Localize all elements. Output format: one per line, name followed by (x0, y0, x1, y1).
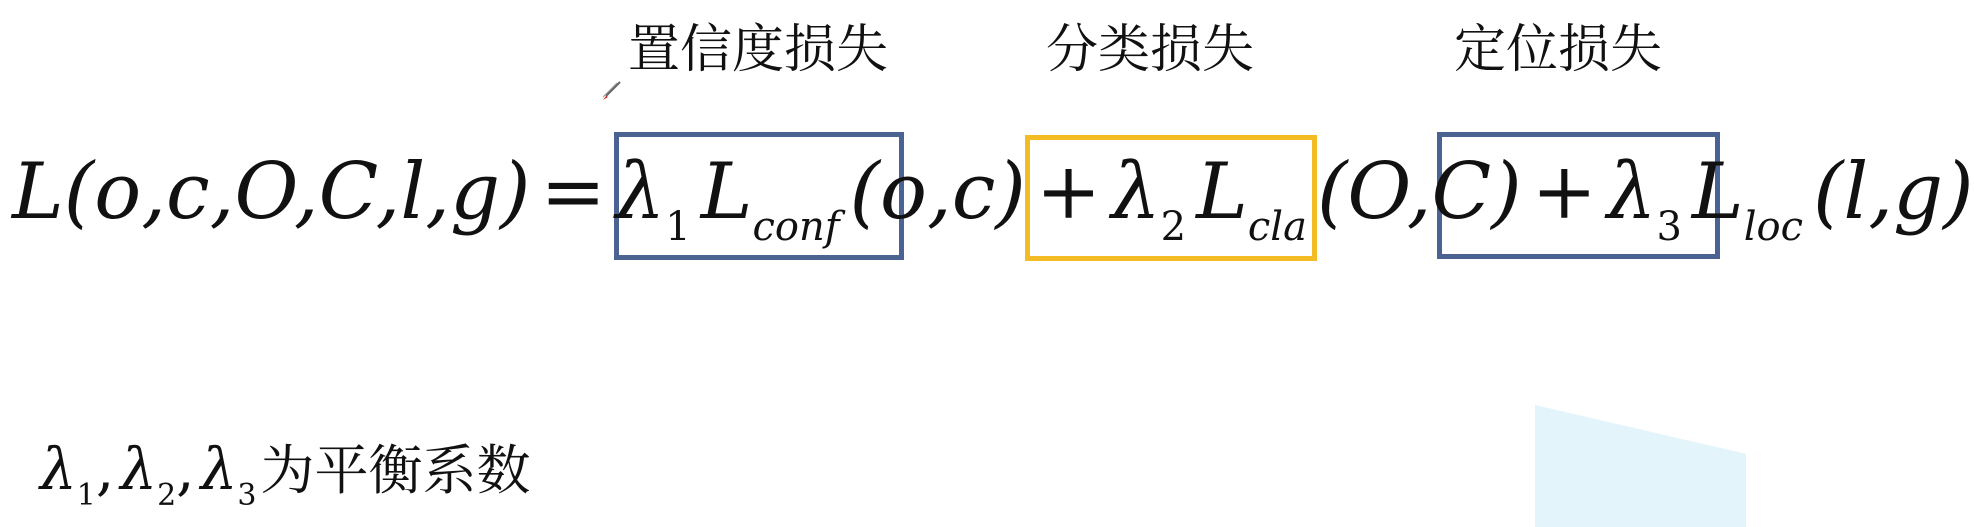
lambda-2-subscript: 2 (1160, 204, 1187, 250)
coef-lambda-1: λ (40, 435, 77, 503)
coef-separator-2: , (176, 435, 195, 503)
cla-loss-symbol: L (1196, 147, 1248, 237)
classification-loss-label: 分类损失 (1046, 20, 1255, 80)
confidence-loss-label: 置信度损失 (628, 20, 889, 80)
loc-loss-args: (l,g) (1813, 147, 1974, 237)
formula-lhs: L(o,c,O,C,l,g) (12, 147, 531, 237)
lambda-1-symbol: λ (615, 147, 666, 237)
formula-plus-2: + (1531, 147, 1598, 237)
coefficients-description (40, 428, 531, 513)
loss-formula (12, 132, 1974, 252)
lambda-2-symbol: λ (1111, 147, 1161, 237)
coef-lambda-3: λ (200, 435, 238, 503)
conf-loss-symbol: L (700, 147, 753, 237)
cla-loss-args: (O,C) (1316, 147, 1522, 237)
coef-lambda-2-subscript: 2 (157, 478, 177, 513)
formula-plus-1: + (1035, 147, 1102, 237)
coef-separator-1: , (95, 435, 115, 503)
conf-loss-subscript: conf (752, 204, 840, 250)
cla-loss-subscript: cla (1247, 204, 1307, 250)
lambda-3-subscript: 3 (1656, 204, 1682, 250)
lambda-3-symbol: λ (1607, 147, 1657, 237)
lambda-1-subscript: 1 (665, 204, 691, 250)
coef-lambda-3-subscript: 3 (237, 478, 257, 513)
localization-loss-label: 定位损失 (1454, 20, 1663, 80)
coef-lambda-1-subscript: 1 (76, 478, 96, 513)
pen-cursor-icon (600, 80, 622, 102)
coef-description-text: 为平衡系数 (260, 439, 531, 502)
coef-lambda-2: λ (120, 435, 158, 503)
conf-loss-args: (o,c) (849, 147, 1026, 237)
formula-equals: = (540, 147, 606, 237)
decorative-corner-shape (1535, 405, 1746, 527)
loc-loss-symbol: L (1691, 147, 1744, 237)
loc-loss-subscript: loc (1743, 204, 1803, 250)
